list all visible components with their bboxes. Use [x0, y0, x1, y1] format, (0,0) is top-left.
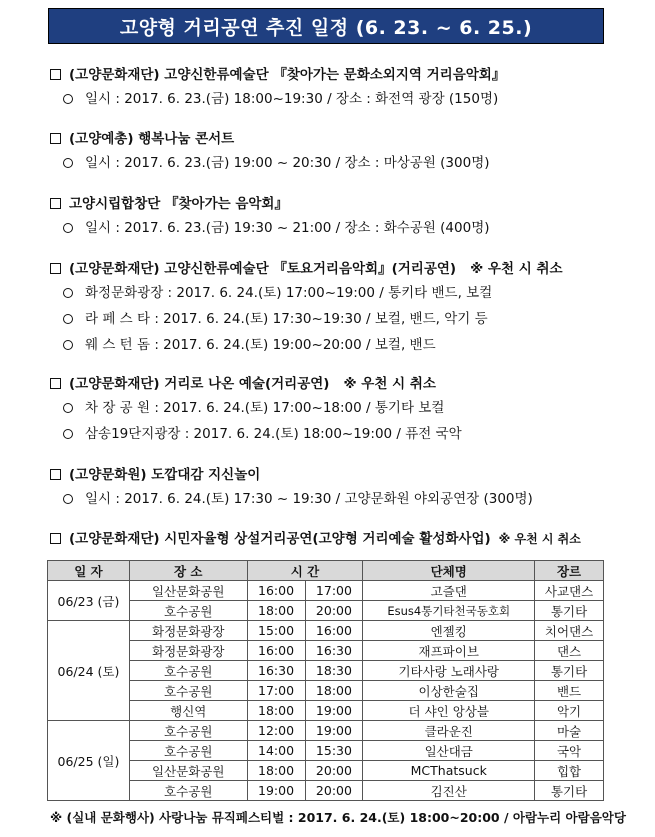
heading-text: (고양문화재단) 고양신한류예술단 『토요거리음악회』(거리공연) — [69, 261, 457, 277]
page-title: 고양형 거리공연 추진 일정 (6. 23. ~ 6. 25.) — [119, 16, 533, 39]
circle-bullet-icon — [63, 314, 73, 324]
start-time-cell: 17:00 — [247, 681, 305, 701]
checkbox-icon — [50, 469, 61, 480]
end-time-cell: 16:30 — [305, 641, 363, 661]
heading-text: (고양문화재단) 거리로 나온 예술(거리공연) — [69, 376, 330, 392]
group-cell: MCThatsuck — [363, 761, 535, 781]
item-text: 일시 : 2017. 6. 23.(금) 19:30 ~ 21:00 / 장소 : 화수공원 (400명) — [85, 220, 490, 236]
genre-cell: 통기타 — [535, 601, 604, 621]
title-bar — [48, 8, 604, 44]
group-cell: 재프파이브 — [363, 641, 535, 661]
section-heading — [50, 373, 630, 395]
list-item — [50, 150, 630, 176]
section-heading — [50, 258, 630, 280]
end-time-cell: 17:00 — [305, 581, 363, 601]
start-time-cell: 18:00 — [247, 701, 305, 721]
checkbox-icon — [50, 133, 61, 144]
place-cell: 호수공원 — [129, 661, 247, 681]
start-time-cell: 15:00 — [247, 621, 305, 641]
start-time-cell: 14:00 — [247, 741, 305, 761]
date-cell: 06/25 (일) — [48, 721, 130, 801]
place-cell: 호수공원 — [129, 601, 247, 621]
item-text: 일시 : 2017. 6. 23.(금) 18:00~19:30 / 장소 : 화전역 광장 (150명) — [85, 91, 499, 107]
end-time-cell: 20:00 — [305, 761, 363, 781]
date-cell: 06/23 (금) — [48, 581, 130, 621]
table-row — [48, 601, 604, 621]
col-header-genre: 장르 — [535, 561, 604, 581]
section-1 — [50, 64, 630, 112]
group-cell: 클라운진 — [363, 721, 535, 741]
circle-bullet-icon — [63, 158, 73, 168]
table-row — [48, 581, 604, 601]
group-cell: 김진산 — [363, 781, 535, 801]
heading-text: 고양시립합창단 『찾아가는 음악회』 — [69, 196, 288, 212]
item-text: 일시 : 2017. 6. 24.(토) 17:30 ~ 19:30 / 고양문화원 야외공연장 (300명) — [85, 491, 533, 507]
list-item — [50, 306, 630, 332]
col-header-group: 단체명 — [363, 561, 535, 581]
checkbox-icon — [50, 69, 61, 80]
end-time-cell: 19:00 — [305, 701, 363, 721]
end-time-cell: 19:00 — [305, 721, 363, 741]
circle-bullet-icon — [63, 429, 73, 439]
item-text: 웨 스 턴 돔 : 2017. 6. 24.(토) 19:00~20:00 / 보컬, 밴드 — [85, 337, 436, 353]
section-heading — [50, 193, 630, 215]
genre-cell: 악기 — [535, 701, 604, 721]
col-header-place: 장 소 — [129, 561, 247, 581]
place-cell: 일산문화공원 — [129, 761, 247, 781]
table-row — [48, 661, 604, 681]
col-header-date: 일 자 — [48, 561, 130, 581]
place-cell: 호수공원 — [129, 721, 247, 741]
start-time-cell: 12:00 — [247, 721, 305, 741]
footer-note: ※ (실내 문화행사) 사랑나눔 뮤직페스티벌 : 2017. 6. 24.(토) 18:00~20:00 / 아람누리 아람음악당 — [50, 810, 626, 825]
section-heading — [50, 128, 630, 150]
end-time-cell: 18:00 — [305, 681, 363, 701]
circle-bullet-icon — [63, 340, 73, 350]
section-4 — [50, 258, 630, 358]
checkbox-icon — [50, 378, 61, 389]
col-header-time: 시 간 — [247, 561, 363, 581]
start-time-cell: 19:00 — [247, 781, 305, 801]
checkbox-icon — [50, 198, 61, 209]
section-heading — [50, 464, 630, 486]
section-6 — [50, 464, 630, 512]
section-2 — [50, 128, 630, 176]
circle-bullet-icon — [63, 494, 73, 504]
checkbox-icon — [50, 263, 61, 274]
list-item — [50, 486, 630, 512]
section-5 — [50, 373, 630, 447]
rain-cancel-note: ※ 우천 시 취소 — [470, 261, 563, 277]
section-heading — [50, 528, 630, 550]
start-time-cell: 16:30 — [247, 661, 305, 681]
end-time-cell: 20:00 — [305, 781, 363, 801]
genre-cell: 통기타 — [535, 661, 604, 681]
group-cell: 이상한술집 — [363, 681, 535, 701]
item-text: 삼송19단지광장 : 2017. 6. 24.(토) 18:00~19:00 / 퓨전 국악 — [85, 426, 462, 442]
heading-text: (고양문화재단) 시민자율형 상설거리공연(고양형 거리예술 활성화사업) — [69, 531, 491, 547]
end-time-cell: 18:30 — [305, 661, 363, 681]
circle-bullet-icon — [63, 288, 73, 298]
circle-bullet-icon — [63, 94, 73, 104]
place-cell: 호수공원 — [129, 781, 247, 801]
genre-cell: 치어댄스 — [535, 621, 604, 641]
start-time-cell: 18:00 — [247, 761, 305, 781]
schedule-table — [47, 560, 604, 801]
group-cell: 엔젤킹 — [363, 621, 535, 641]
genre-cell: 국악 — [535, 741, 604, 761]
place-cell: 화정문화광장 — [129, 641, 247, 661]
genre-cell: 댄스 — [535, 641, 604, 661]
group-cell: 기타사랑 노래사랑 — [363, 661, 535, 681]
section-3 — [50, 193, 630, 241]
table-row — [48, 761, 604, 781]
heading-text: (고양문화재단) 고양신한류예술단 『찾아가는 문화소외지역 거리음악회』 — [69, 67, 506, 83]
table-header-row — [48, 561, 604, 581]
circle-bullet-icon — [63, 403, 73, 413]
table-row — [48, 701, 604, 721]
group-cell: 고즐댄 — [363, 581, 535, 601]
start-time-cell: 18:00 — [247, 601, 305, 621]
list-item — [50, 395, 630, 421]
rain-cancel-note: ※ 우천 시 취소 — [343, 376, 436, 392]
table-row — [48, 681, 604, 701]
place-cell: 화정문화광장 — [129, 621, 247, 641]
table-row — [48, 741, 604, 761]
genre-cell: 통기타 — [535, 781, 604, 801]
group-cell: 더 샤인 앙상블 — [363, 701, 535, 721]
end-time-cell: 15:30 — [305, 741, 363, 761]
checkbox-icon — [50, 533, 61, 544]
genre-cell: 힙합 — [535, 761, 604, 781]
table-row — [48, 641, 604, 661]
place-cell: 호수공원 — [129, 681, 247, 701]
start-time-cell: 16:00 — [247, 641, 305, 661]
rain-cancel-note: ※ 우천 시 취소 — [498, 532, 581, 546]
section-heading — [50, 64, 630, 86]
heading-text: (고양문화원) 도깝대감 지신놀이 — [69, 467, 261, 483]
end-time-cell: 16:00 — [305, 621, 363, 641]
place-cell: 호수공원 — [129, 741, 247, 761]
list-item — [50, 280, 630, 306]
item-text: 화정문화광장 : 2017. 6. 24.(토) 17:00~19:00 / 통키타 밴드, 보컬 — [85, 285, 493, 301]
section-7 — [50, 528, 630, 550]
circle-bullet-icon — [63, 223, 73, 233]
heading-text: (고양예총) 행복나눔 콘서트 — [69, 131, 235, 147]
list-item — [50, 86, 630, 112]
place-cell: 일산문화공원 — [129, 581, 247, 601]
table-row — [48, 721, 604, 741]
genre-cell: 마술 — [535, 721, 604, 741]
genre-cell: 밴드 — [535, 681, 604, 701]
end-time-cell: 20:00 — [305, 601, 363, 621]
group-cell: 일산대금 — [363, 741, 535, 761]
list-item — [50, 421, 630, 447]
item-text: 차 장 공 원 : 2017. 6. 24.(토) 17:00~18:00 / 통기타 보컬 — [85, 400, 445, 416]
list-item — [50, 332, 630, 358]
place-cell: 행신역 — [129, 701, 247, 721]
genre-cell: 사교댄스 — [535, 581, 604, 601]
start-time-cell: 16:00 — [247, 581, 305, 601]
list-item — [50, 215, 630, 241]
table-row — [48, 621, 604, 641]
item-text: 라 페 스 타 : 2017. 6. 24.(토) 17:30~19:30 / 보컬, 밴드, 악기 등 — [85, 311, 488, 327]
table-row — [48, 781, 604, 801]
group-cell: Esus4통기타천국동호회 — [363, 601, 535, 621]
item-text: 일시 : 2017. 6. 23.(금) 19:00 ~ 20:30 / 장소 : 마상공원 (300명) — [85, 155, 490, 171]
date-cell: 06/24 (토) — [48, 621, 130, 721]
